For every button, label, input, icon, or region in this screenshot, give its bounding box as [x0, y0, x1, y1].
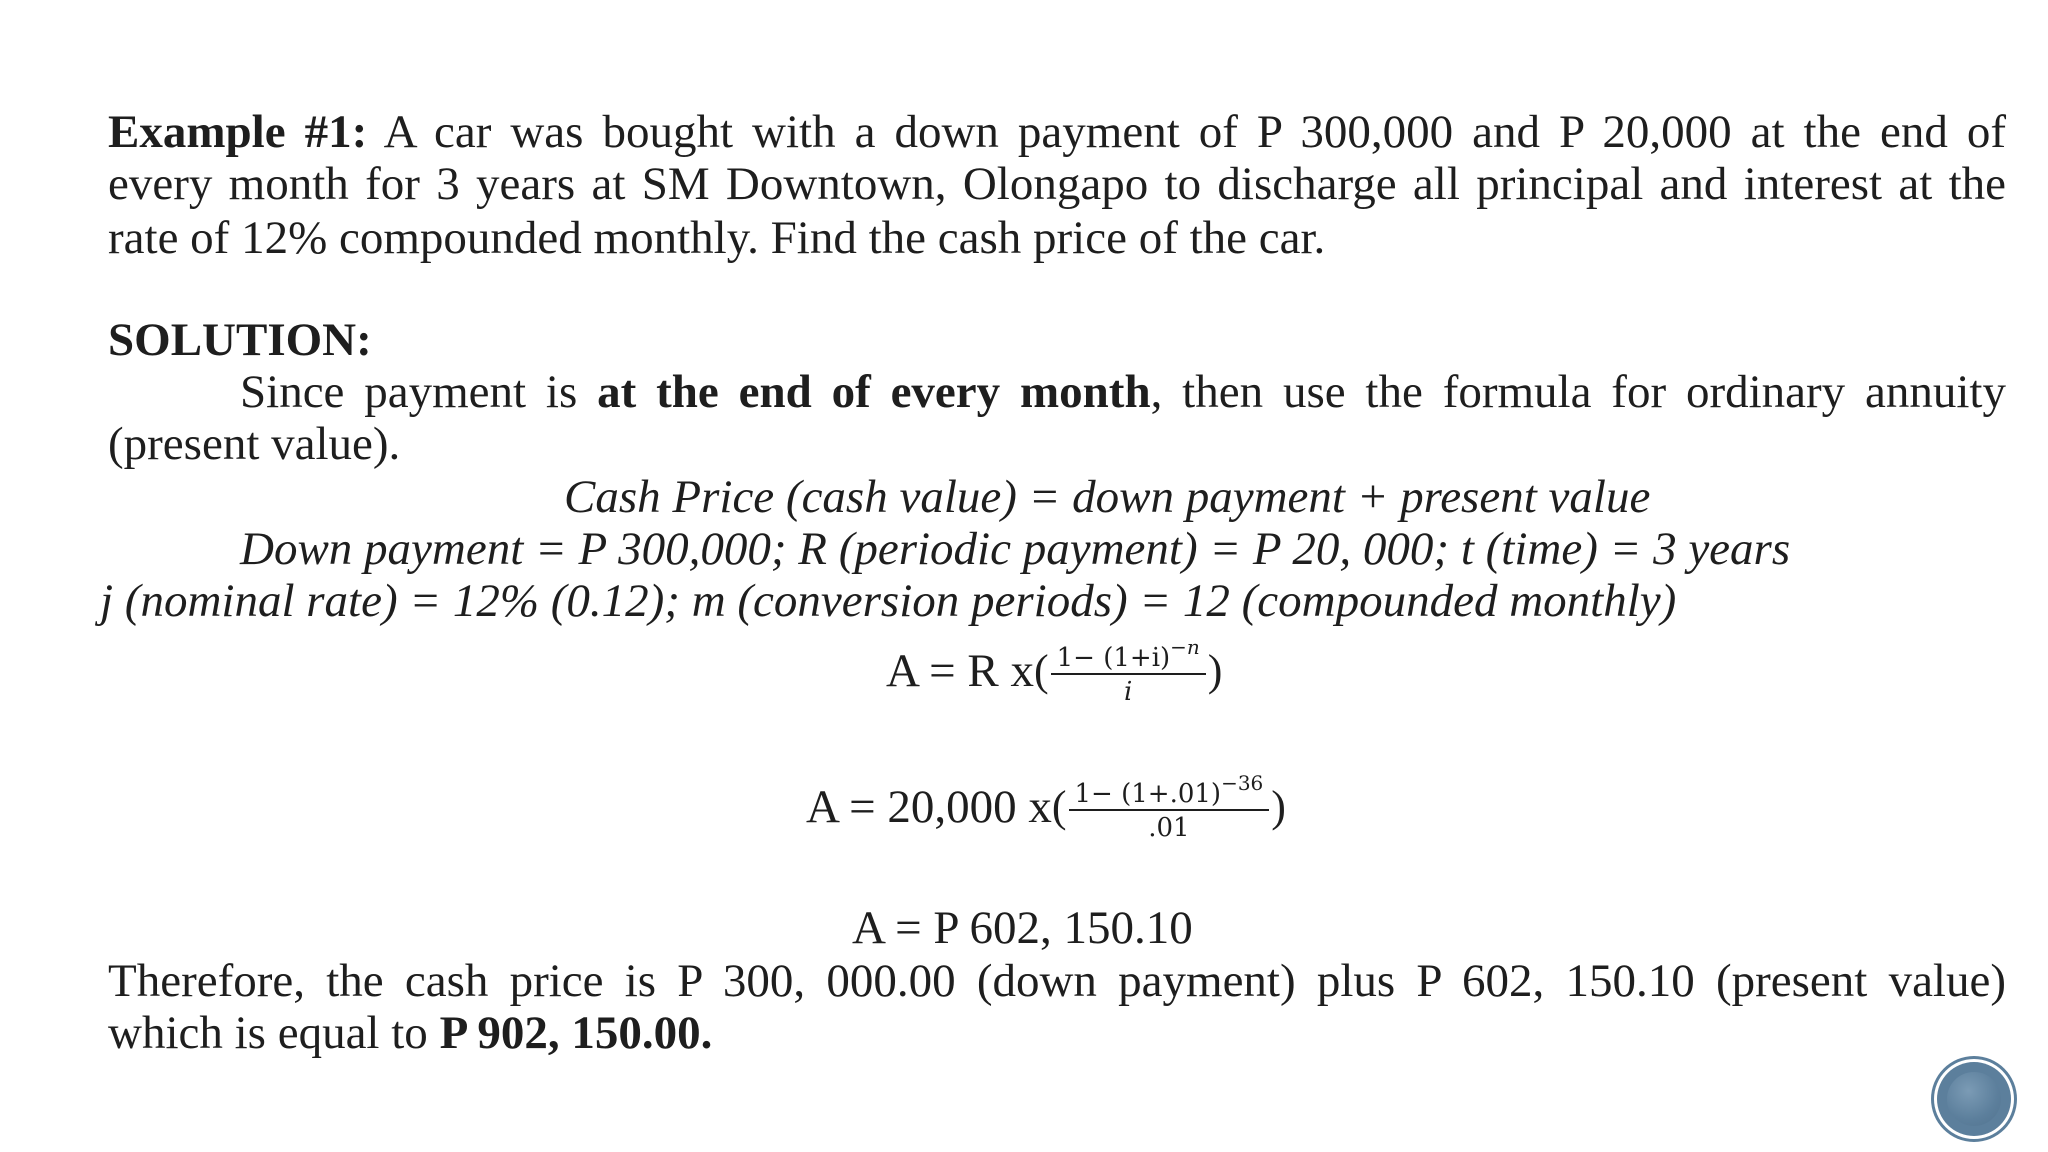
- solution-intro-line-2: (present value).: [108, 418, 401, 470]
- conclusion-line-1: Therefore, the cash price is P 300, 000.00 (down payment) plus P 602, 150.10 (present value): [108, 955, 2006, 1007]
- formula-general-lhs: A = R x: [886, 644, 1034, 697]
- conclusion-total: P 902, 150.00.: [439, 1007, 713, 1059]
- formula-general-denominator: i: [1124, 677, 1133, 707]
- formula-substituted-lhs: A = 20,000 x: [806, 780, 1052, 833]
- givens-line-1: Down payment = P 300,000; R (periodic payment) = P 20, 000; t (time) = 3 years: [240, 523, 1791, 575]
- example-line-3: rate of 12% compounded monthly. Find the cash price of the car.: [108, 212, 1326, 264]
- slide-nav-button[interactable]: [1937, 1062, 2011, 1136]
- numerator-base: 1− (1+i): [1056, 643, 1171, 673]
- example-line-2: every month for 3 years at SM Downtown, Olongapo to discharge all principal and interest at the: [108, 158, 2006, 210]
- solution-intro-bold: at the end of every month: [597, 366, 1151, 418]
- close-paren: ): [1271, 781, 1286, 831]
- formula-general: [886, 632, 1222, 709]
- formula-substituted: [806, 768, 1286, 845]
- numerator-base: 1− (1+.01): [1074, 779, 1222, 809]
- close-paren: ): [1207, 645, 1223, 695]
- numerator-exponent: −36: [1221, 771, 1264, 795]
- formula-general-numerator: [1051, 632, 1206, 673]
- formula-substituted-denominator: .01: [1148, 813, 1190, 843]
- numerator-exponent: −n: [1170, 635, 1200, 659]
- result: A = P 602, 150.10: [852, 902, 1193, 954]
- solution-intro-pre: Since payment is: [240, 366, 598, 418]
- example-text-1: A car was bought with a down payment of P 300,000 and P 20,000 at the end of: [367, 106, 2006, 158]
- givens-line-2: j (nominal rate) = 12% (0.12); m (conversion periods) = 12 (compounded monthly): [100, 575, 1677, 627]
- cash-price-formula: Cash Price (cash value) = down payment + present value: [564, 471, 1651, 523]
- conclusion-line-2: [108, 1007, 2008, 1059]
- formula-substituted-numerator: [1069, 768, 1270, 809]
- formula-substituted-fraction: [1069, 768, 1270, 845]
- example-heading: Example #1:: [108, 106, 368, 158]
- solution-intro-line-1: [240, 366, 2006, 418]
- solution-intro-post: , then use the formula for ordinary annuity: [1150, 366, 2006, 418]
- solution-heading: SOLUTION:: [108, 314, 372, 366]
- open-paren: (: [1051, 781, 1067, 831]
- formula-general-fraction: [1051, 632, 1206, 709]
- conclusion-pre: which is equal to: [108, 1007, 440, 1059]
- example-line-1: [108, 106, 2006, 158]
- open-paren: (: [1033, 645, 1049, 695]
